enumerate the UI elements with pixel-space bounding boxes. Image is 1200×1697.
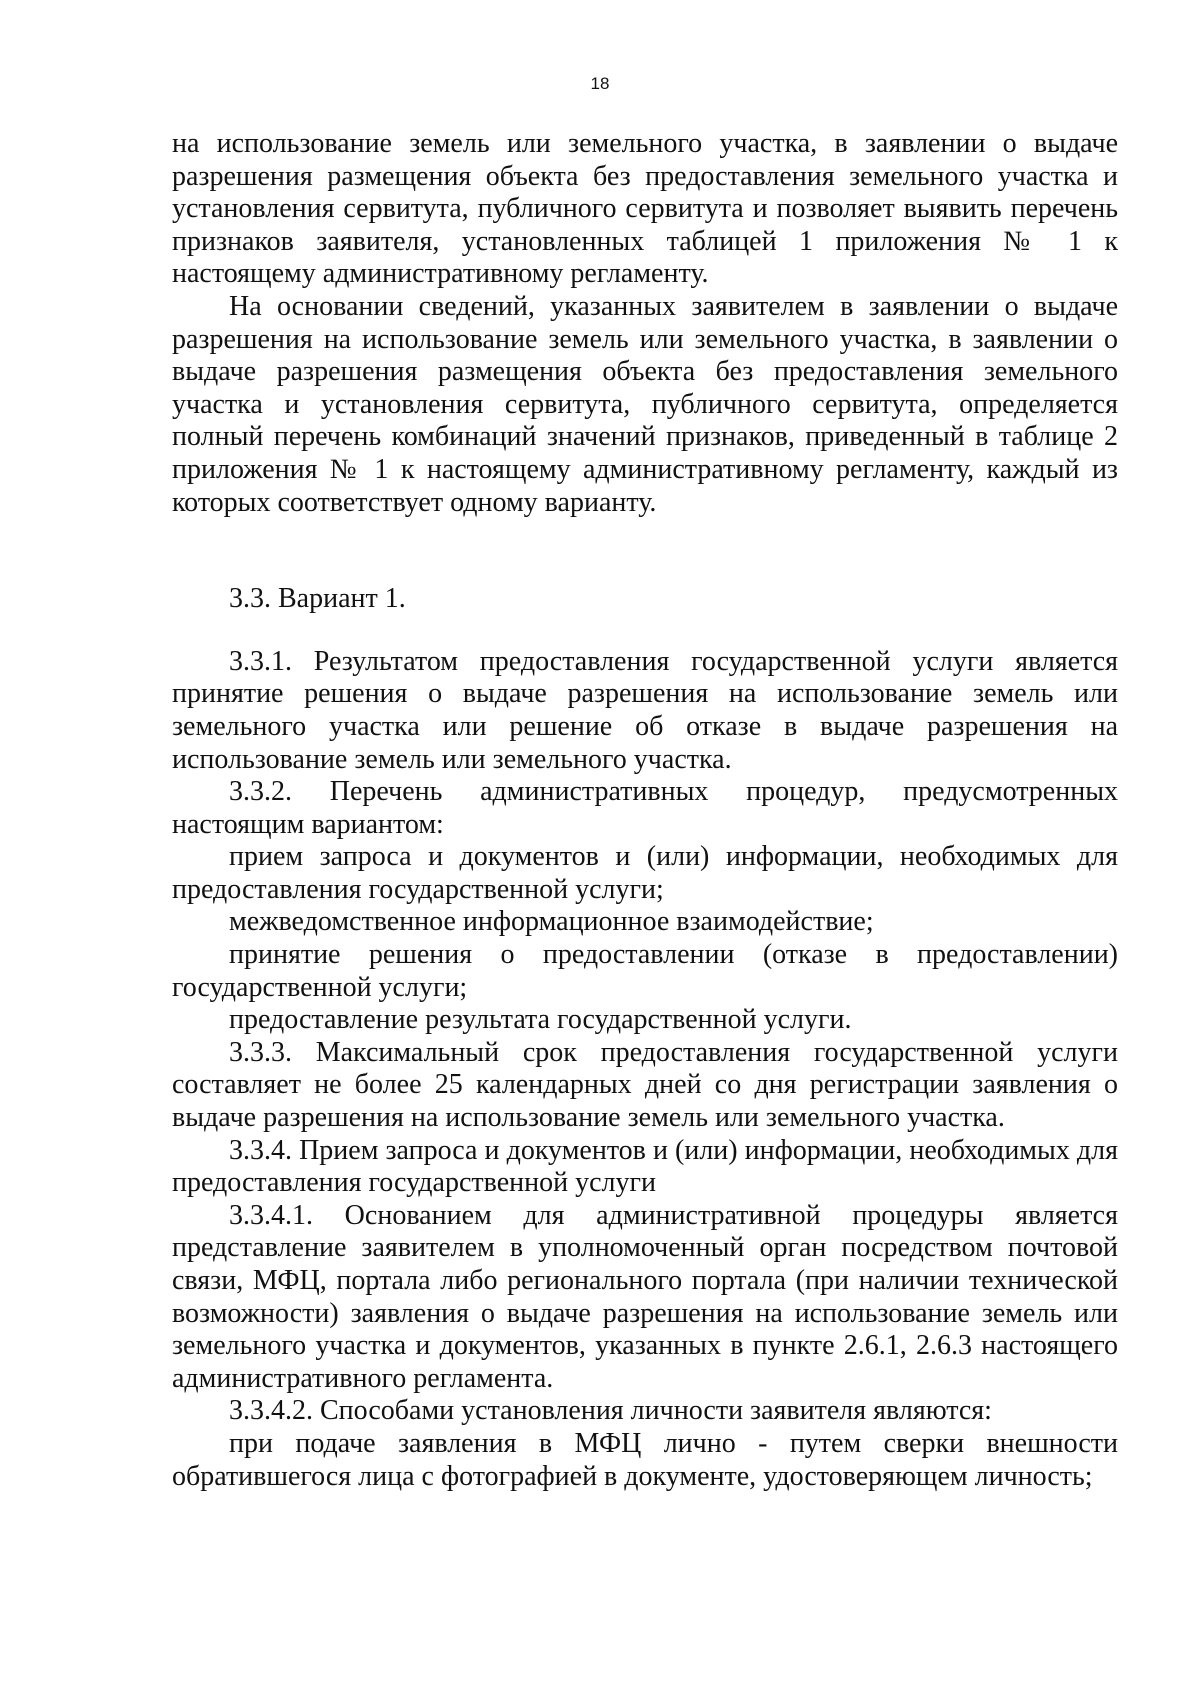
paragraph-continuation: на использование земель или земельного участка, в заявлении о выдаче разрешения размещения объекта без предоставления земельного участка и установления сервитута, публичного сервитута и позволяет выявить перечень признаков заявителя, установленных таблицей 1 приложения № 1 к настоящему административному регламенту. <box>172 128 1118 290</box>
clause-3-3-1: 3.3.1. Результатом предоставления государственной услуги является принятие решения о выдаче разрешения на использование земель или земельного участка или решение об отказе в выдаче разрешения на использование земель или земельного участка. <box>172 645 1118 775</box>
identity-method-mfc: при подаче заявления в МФЦ лично - путем сверки внешности обратившегося лица с фотографией в документе, удостоверяющем личность; <box>172 1427 1118 1492</box>
paragraph-basis: На основании сведений, указанных заявителем в заявлении о выдаче разрешения на использование земель или земельного участка, в заявлении о выдаче разрешения размещения объекта без предоставления земельного участка и установления сервитута, публичного сервитута, определяется полный перечень комбинаций значений признаков, приведенный в таблице 2 приложения № 1 к настоящему административному регламенту, каждый из которых соответствует одному варианту. <box>172 290 1118 518</box>
procedure-item-decision: принятие решения о предоставлении (отказе в предоставлении) государственной услуги; <box>172 939 1118 1003</box>
procedure-item-interagency: межведомственное информационное взаимодействие; <box>229 906 874 938</box>
section-heading: 3.3. Вариант 1. <box>229 583 406 615</box>
clause-3-3-4-1: 3.3.4.1. Основанием для административной процедуры является представление заявителем в уполномоченный орган посредством почтовой связи, МФЦ, портала либо регионального портала (при наличии технической возможности) заявления о выдаче разрешения на использование земель или земельного участка и документов, указанных в пункте 2.6.1, 2.6.3 настоящего административного регламента. <box>172 1199 1118 1394</box>
procedure-item-intake: прием запроса и документов и (или) информации, необходимых для предоставления государственной услуги; <box>172 841 1118 905</box>
clause-3-3-4-2: 3.3.4.2. Способами установления личности заявителя являются: <box>229 1395 992 1427</box>
procedure-item-result: предоставление результата государственной услуги. <box>229 1004 852 1036</box>
clause-3-3-3: 3.3.3. Максимальный срок предоставления государственной услуги составляет не более 25 календарных дней со дня регистрации заявления о выдаче разрешения на использование земель или земельного участка. <box>172 1036 1118 1134</box>
clause-3-3-4: 3.3.4. Прием запроса и документов и (или) информации, необходимых для предоставления государственной услуги <box>172 1134 1118 1199</box>
document-body <box>172 128 1118 1493</box>
page-number: 18 <box>590 74 610 93</box>
clause-3-3-2: 3.3.2. Перечень административных процедур, предусмотренных настоящим вариантом: <box>172 776 1118 840</box>
